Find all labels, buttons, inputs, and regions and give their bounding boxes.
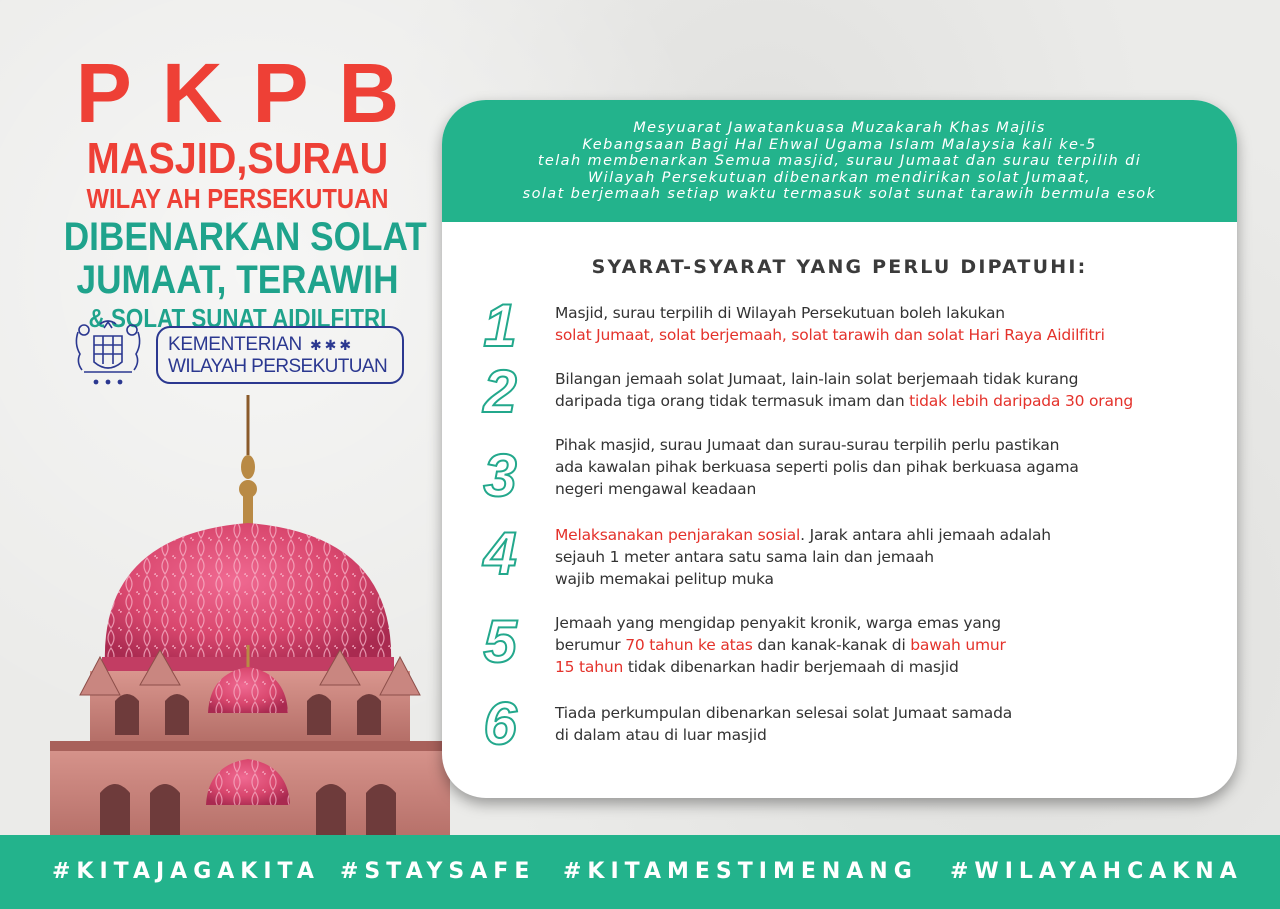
requirement-segment: tidak dibenarkan hadir berjemaah di masjid xyxy=(623,658,959,676)
requirement-text xyxy=(555,302,1215,346)
requirement-line xyxy=(555,656,1215,678)
requirement-segment: Bilangan jemaah solat Jumaat, lain-lain solat berjemaah tidak kurang xyxy=(555,370,1079,388)
requirement-line xyxy=(555,524,1215,546)
title-pkpb: PKPB xyxy=(75,46,430,140)
requirement-segment: berumur xyxy=(555,636,626,654)
requirement-number: 2 xyxy=(483,358,517,425)
requirement-segment: sejauh 1 meter antara satu sama lain dan jemaah xyxy=(555,548,934,566)
hashtag-kitajagakita: #KITAJAGAKITA xyxy=(52,859,320,884)
highlighted-text: tidak lebih daripada 30 orang xyxy=(909,392,1134,410)
requirement-text xyxy=(555,434,1215,500)
hashtag-kitamestimenang: #KITAMESTIMENANG xyxy=(563,859,918,884)
mosque-dome-illustration xyxy=(30,395,470,840)
requirement-line xyxy=(555,434,1215,456)
requirement-line xyxy=(555,634,1215,656)
title-line-aidilfitri: & SOLAT SUNAT AIDILFITRI xyxy=(88,303,387,333)
hashtag-wilayahcakna: #WILAYAHCAKNA xyxy=(950,859,1243,884)
requirement-segment: di dalam atau di luar masjid xyxy=(555,726,767,744)
requirement-number: 5 xyxy=(483,608,517,675)
ministry-line-2: WILAYAH PERSEKUTUAN xyxy=(168,356,388,377)
requirement-segment: dan kanak-kanak di xyxy=(752,636,911,654)
requirements-title: SYARAT-SYARAT YANG PERLU DIPATUHI: xyxy=(591,256,1088,278)
ministry-dots-icon: ✱✱✱ xyxy=(309,337,355,353)
poster-title xyxy=(40,46,435,334)
requirement-text xyxy=(555,524,1215,590)
requirement-number: 1 xyxy=(483,292,517,359)
hashtag-footer xyxy=(0,835,1280,909)
highlighted-text: Melaksanakan penjarakan sosial xyxy=(555,526,801,544)
requirement-number: 4 xyxy=(483,520,517,587)
header-line: telah membenarkan Semua masjid, surau Jumaat dan surau terpilih di xyxy=(537,153,1142,169)
header-line: Kebangsaan Bagi Hal Ehwal Ugama Islam Malaysia kali ke-5 xyxy=(582,136,1097,153)
requirement-segment: wajib memakai pelitup muka xyxy=(555,570,774,588)
header-line: Mesyuarat Jawatankuasa Muzakarah Khas Majlis xyxy=(633,120,1046,136)
requirement-line xyxy=(555,368,1215,390)
ministry-line-1: KEMENTERIAN ✱✱✱ xyxy=(168,334,355,355)
requirement-segment: daripada tiga orang tidak termasuk imam dan xyxy=(555,392,910,410)
requirement-number: 3 xyxy=(483,442,517,509)
ministry-name-box xyxy=(156,326,404,384)
requirement-number: 6 xyxy=(483,690,517,757)
title-line-jumaat-terawih: JUMAAT, TERAWIH xyxy=(76,258,399,302)
hashtag-staysafe: #STAYSAFE xyxy=(340,859,536,884)
header-line: Wilayah Persekutuan dibenarkan mendirikan solat Jumaat, xyxy=(587,169,1092,186)
requirement-line xyxy=(555,324,1215,346)
requirement-segment: . Jarak antara ahli jemaah adalah xyxy=(800,526,1051,544)
requirement-line xyxy=(555,302,1215,324)
requirement-segment: Masjid, surau terpilih di Wilayah Persekutuan boleh lakukan xyxy=(555,304,1005,322)
requirement-segment: ada kawalan pihak berkuasa seperti polis dan pihak berkuasa agama xyxy=(555,458,1079,476)
requirement-line xyxy=(555,724,1215,746)
header-line: solat berjemaah setiap waktu termasuk solat sunat tarawih bermula esok xyxy=(522,186,1157,202)
coat-of-arms-icon xyxy=(70,318,146,388)
requirement-text xyxy=(555,702,1215,746)
title-line-wilayah: WILAY AH PERSEKUTUAN xyxy=(86,183,389,214)
requirement-segment: Tiada perkumpulan dibenarkan selesai solat Jumaat samada xyxy=(555,704,1013,722)
highlighted-text: 70 tahun ke atas xyxy=(625,636,753,654)
requirement-segment: Jemaah yang mengidap penyakit kronik, warga emas yang xyxy=(555,614,1001,632)
requirement-line xyxy=(555,612,1215,634)
requirement-line xyxy=(555,568,1215,590)
requirement-text xyxy=(555,368,1215,412)
title-line-masjid-surau: MASJID,SURAU xyxy=(86,134,389,183)
highlighted-text: bawah umur xyxy=(910,636,1006,654)
requirement-line xyxy=(555,390,1215,412)
highlighted-text: 15 tahun xyxy=(555,658,624,676)
requirement-line xyxy=(555,478,1215,500)
requirements-list xyxy=(442,100,1237,798)
highlighted-text: solat Jumaat, solat berjemaah, solat tarawih dan solat Hari Raya Aidilfitri xyxy=(555,326,1105,344)
requirements-card xyxy=(442,100,1237,798)
requirement-text xyxy=(555,612,1215,678)
requirement-segment: negeri mengawal keadaan xyxy=(555,480,757,498)
title-line-dibenarkan: DIBENARKAN SOLAT xyxy=(63,215,427,259)
requirement-line xyxy=(555,702,1215,724)
requirement-segment: Pihak masjid, surau Jumaat dan surau-surau terpilih perlu pastikan xyxy=(555,436,1060,454)
requirement-line xyxy=(555,546,1215,568)
ministry-logo xyxy=(70,318,410,388)
requirement-line xyxy=(555,456,1215,478)
